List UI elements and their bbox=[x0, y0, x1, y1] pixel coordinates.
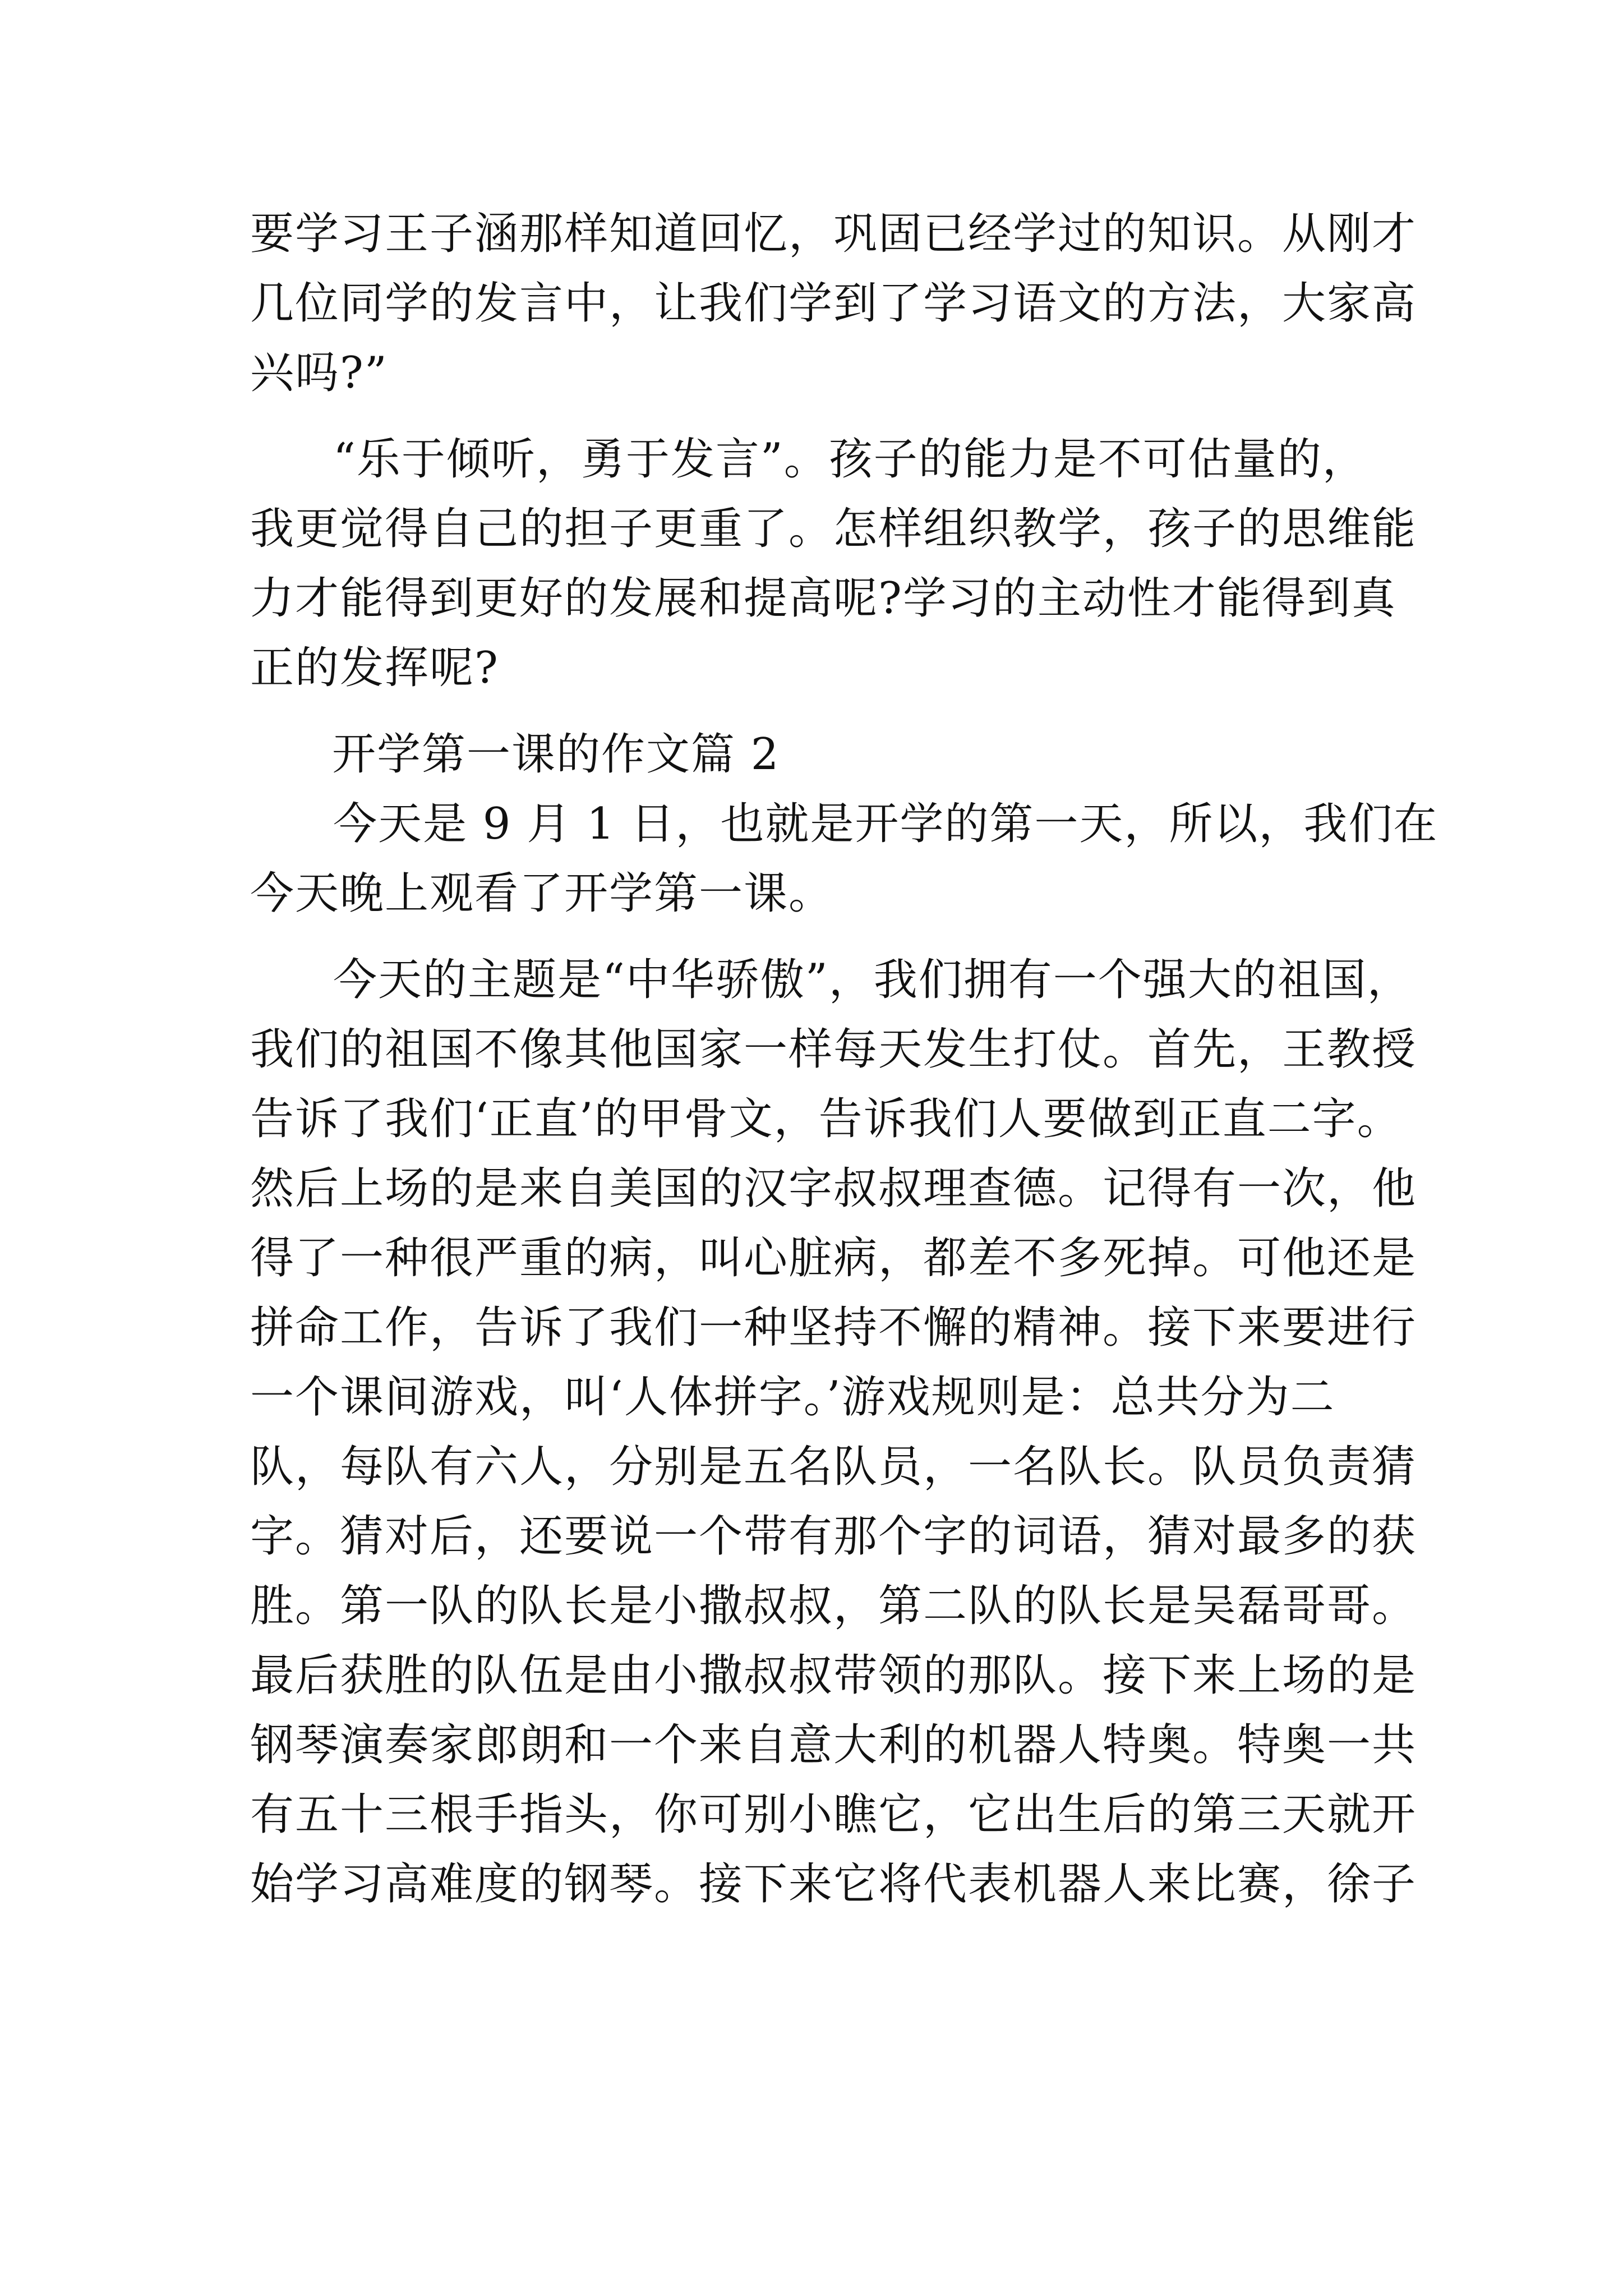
document-body bbox=[250, 199, 1438, 1919]
text-line: 我们的祖国不像其他国家一样每天发生打仗。首先，王教授 bbox=[250, 1024, 1417, 1075]
text-line: 拼命工作，告诉了我们一种坚持不懈的精神。接下来要进行 bbox=[250, 1303, 1417, 1353]
text-line: 字。猜对后，还要说一个带有那个字的词语，猜对最多的获 bbox=[250, 1511, 1417, 1562]
text-line: 要学习王子涵那样知道回忆，巩固已经学过的知识。从刚才 bbox=[250, 209, 1417, 259]
section-heading: 开学第一课的作文篇 2 bbox=[332, 729, 780, 780]
text-line: 钢琴演奏家郎朗和一个来自意大利的机器人特奥。特奥一共 bbox=[250, 1720, 1417, 1770]
text-line: 最后获胜的队伍是由小撒叔叔带领的那队。接下来上场的是 bbox=[250, 1650, 1417, 1701]
text-line: 一个课间游戏，叫‘人体拼字。’游戏规则是：总共分为二 bbox=[250, 1372, 1335, 1423]
text-line: 几位同学的发言中，让我们学到了学习语文的方法，大家高 bbox=[250, 278, 1417, 329]
text-line: 正的发挥呢? bbox=[250, 643, 499, 693]
text-line: 我更觉得自己的担子更重了。怎样组织教学，孩子的思维能 bbox=[250, 504, 1417, 554]
text-line: 告诉了我们‘正直’的甲骨文，告诉我们人要做到正直二字。 bbox=[250, 1094, 1402, 1144]
text-line: 胜。第一队的队长是小撒叔叔，第二队的队长是吴磊哥哥。 bbox=[250, 1581, 1417, 1631]
text-line: 始学习高难度的钢琴。接下来它将代表机器人来比赛，徐子 bbox=[250, 1859, 1417, 1910]
text-line: 兴吗?” bbox=[250, 348, 388, 398]
text-line: 力才能得到更好的发展和提高呢?学习的主动性才能得到真 bbox=[250, 573, 1396, 624]
text-line: 得了一种很严重的病，叫心脏病，都差不多死掉。可他还是 bbox=[250, 1233, 1417, 1283]
text-line: 队，每队有六人，分别是五名队员，一名队长。队员负责猜 bbox=[250, 1442, 1417, 1492]
text-line: 然后上场的是来自美国的汉字叔叔理查德。记得有一次，他 bbox=[250, 1163, 1417, 1214]
text-line: 今天是 9 月 1 日，也就是开学的第一天，所以，我们在 bbox=[333, 799, 1438, 849]
text-line: 有五十三根手指头，你可别小瞧它，它出生后的第三天就开 bbox=[250, 1789, 1417, 1840]
text-line: “乐于倾听，勇于发言”。孩子的能力是不可估量的， bbox=[333, 434, 1367, 485]
text-line: 今天晚上观看了开学第一课。 bbox=[250, 868, 834, 919]
text-line: 今天的主题是“中华骄傲”，我们拥有一个强大的祖国， bbox=[333, 955, 1412, 1005]
